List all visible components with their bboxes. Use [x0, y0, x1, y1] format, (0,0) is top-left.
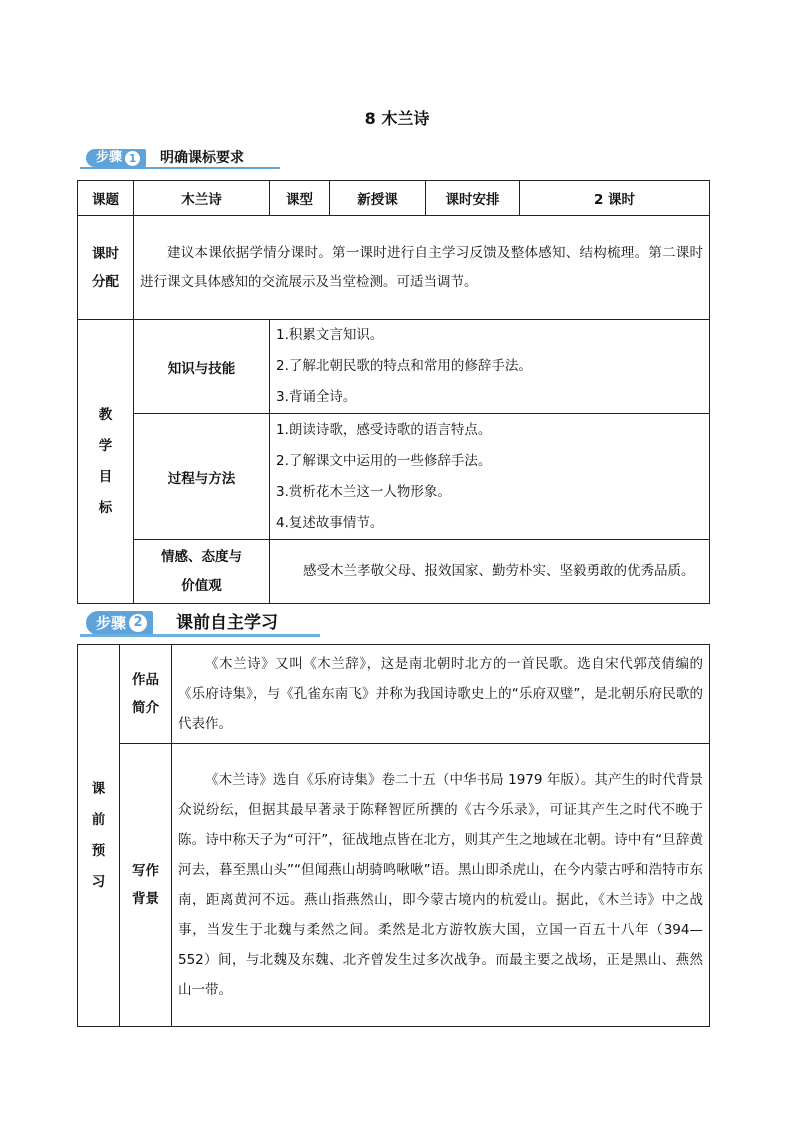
step-1-word: 步骤	[96, 150, 123, 165]
table-row	[78, 540, 710, 604]
intro-label-line1: 作品	[132, 672, 159, 688]
topic-label: 课题	[78, 181, 134, 216]
table-row	[78, 216, 710, 320]
list-item: 2.了解北朝民歌的特点和常用的修辞手法。	[276, 358, 532, 374]
page-title: 8 木兰诗	[364, 109, 430, 128]
step-2-banner	[80, 610, 320, 636]
preview-side-char: 前	[91, 811, 106, 828]
intro-content: 《木兰诗》又叫《木兰辞》，这是南北朝时北方的一首民歌。选自宋代郭茂倩编的《乐府诗集》，与《孔雀东南飞》并称为我国诗歌史上的“乐府双璧”，是北朝乐府民歌的代表作。	[172, 645, 710, 744]
type-label: 课型	[270, 181, 330, 216]
background-label-line1: 写作	[132, 863, 159, 879]
knowledge-list	[270, 320, 710, 414]
background-label-line2: 背景	[132, 891, 159, 907]
emotion-label	[134, 540, 270, 604]
step-2-pill	[86, 611, 153, 635]
allocation-label-line2: 分配	[92, 273, 119, 290]
preview-side-char: 课	[91, 780, 106, 797]
goals-label	[78, 320, 134, 604]
list-item: 3.赏析花木兰这一人物形象。	[276, 483, 451, 500]
goals-label-char: 教	[98, 406, 113, 423]
topic-value: 木兰诗	[134, 181, 270, 216]
background-label	[120, 744, 172, 1027]
step-1-underline	[80, 167, 280, 169]
table-row	[78, 744, 710, 1027]
step-1-banner	[80, 148, 280, 168]
preview-side-char: 习	[91, 873, 106, 890]
knowledge-label: 知识与技能	[134, 320, 270, 414]
allocation-content: 建议本课依据学情分课时。第一课时进行自主学习反馈及整体感知、结构梳理。第二课时进行课文具体感知的交流展示及当堂检测。可适当调节。	[134, 216, 710, 320]
step-2-number-icon: 2	[129, 614, 147, 632]
schedule-value: 2 课时	[520, 181, 710, 216]
list-item: 3.背诵全诗。	[276, 389, 357, 405]
step-2-label: 课前自主学习	[176, 613, 278, 633]
step-1-pill	[86, 149, 146, 167]
table-row	[78, 181, 710, 216]
list-item: 2.了解课文中运用的一些修辞手法。	[276, 452, 492, 469]
background-content: 《木兰诗》选自《乐府诗集》卷二十五（中华书局 1979 年版）。其产生的时代背景众说纷纭，但据其最早著录于陈释智匠所撰的《古今乐录》，可证其产生之时代不晚于陈。诗中称天子为“可汗”，征战地点皆在北方，则其产生之地域在北朝。诗中有“旦辞黄河去，暮至黑山头”“但闻燕山胡骑鸣啾啾”语。黑山即杀虎山，在今内蒙古呼和浩特市东南，距离黄河不远。燕山指燕然山，即今蒙古境内的杭爱山。据此，《木兰诗》中之战事，当发生于北魏与柔然之间。柔然是北方游牧族大国，立国一百五十八年（394—552）间，与北魏及东魏、北齐曾发生过多次战争。而最主要之战场，正是黑山、燕然山一带。	[172, 744, 710, 1027]
step-2-word: 步骤	[96, 614, 127, 632]
allocation-label-line1: 课时	[92, 245, 119, 262]
process-label: 过程与方法	[134, 414, 270, 540]
goals-label-char: 标	[98, 499, 113, 516]
preview-side-label	[78, 645, 120, 1027]
intro-label	[120, 645, 172, 744]
step-2-underline	[80, 634, 320, 637]
schedule-label: 课时安排	[426, 181, 520, 216]
preview-table	[77, 644, 710, 1027]
process-list	[270, 414, 710, 540]
step-1-number-icon: 1	[125, 151, 140, 166]
table-row	[78, 414, 710, 540]
table-row	[78, 645, 710, 744]
objectives-table	[77, 180, 710, 604]
list-item: 4.复述故事情节。	[276, 514, 384, 531]
type-value: 新授课	[330, 181, 426, 216]
intro-label-line2: 简介	[132, 700, 159, 716]
emotion-label-line2: 价值观	[181, 577, 222, 594]
goals-label-char: 学	[98, 437, 113, 454]
list-item: 1.积累文言知识。	[276, 327, 384, 343]
step-1-label: 明确课标要求	[160, 150, 244, 166]
goals-label-char: 目	[98, 468, 113, 485]
emotion-label-line1: 情感、态度与	[161, 548, 242, 565]
preview-side-char: 预	[91, 842, 106, 859]
allocation-label	[78, 216, 134, 320]
list-item: 1.朗读诗歌，感受诗歌的语言特点。	[276, 421, 492, 438]
emotion-content: 感受木兰孝敬父母、报效国家、勤劳朴实、坚毅勇敢的优秀品质。	[270, 540, 710, 604]
table-row	[78, 320, 710, 414]
